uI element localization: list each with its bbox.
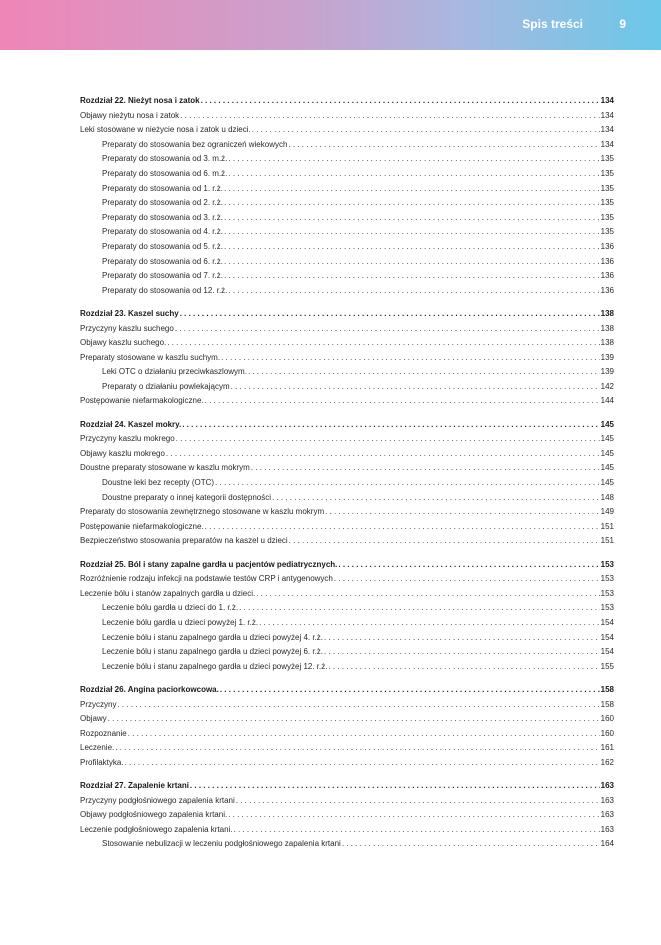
toc-entry[interactable] (80, 447, 614, 462)
dot-leader (234, 823, 600, 838)
dot-leader (289, 534, 600, 549)
dot-leader (324, 631, 600, 646)
entry-page-number: 153 (600, 559, 614, 569)
entry-title: Postępowanie niefarmakologiczne. (80, 521, 204, 531)
entry-page-number: 145 (600, 434, 614, 444)
dot-leader (182, 418, 599, 433)
toc-entry[interactable] (80, 505, 614, 520)
entry-page-number: 134 (600, 96, 614, 105)
toc-entry[interactable] (80, 351, 614, 366)
toc-subentry[interactable] (80, 616, 614, 631)
toc-entry[interactable] (80, 698, 614, 713)
entry-title: Preparaty do stosowania od 4. r.ż. (102, 227, 223, 237)
entry-title: Leczenie bólu i stanu zapalnego gardła u dzieci powyżej 12. r.ż. (102, 661, 328, 671)
entry-page-number: 162 (600, 757, 614, 767)
entry-page-number: 148 (600, 492, 614, 502)
toc-entry[interactable] (80, 461, 614, 476)
dot-leader (128, 727, 600, 742)
entry-page-number: 155 (600, 661, 614, 671)
entry-title: Stosowanie nebulizacji w leczeniu podgłośniowego zapalenia krtani (102, 839, 341, 849)
entry-page-number: 149 (600, 507, 614, 517)
toc-subentry[interactable] (80, 491, 614, 506)
toc-subentry[interactable] (80, 601, 614, 616)
entry-page-number: 135 (600, 227, 614, 237)
entry-page-number: 134 (600, 139, 614, 149)
dot-leader (288, 138, 599, 153)
toc-entry[interactable] (80, 336, 614, 351)
entry-page-number: 163 (600, 795, 614, 805)
entry-page-number: 154 (600, 647, 614, 657)
toc-subentry[interactable] (80, 476, 614, 491)
dot-leader (236, 794, 600, 809)
table-of-contents (80, 94, 614, 852)
dot-leader (224, 182, 600, 197)
chapter-heading[interactable] (80, 683, 614, 698)
entry-page-number: 135 (600, 154, 614, 164)
entry-page-number: 154 (600, 617, 614, 627)
dot-leader (342, 837, 600, 852)
dot-leader (228, 167, 599, 182)
entry-page-number: 161 (600, 743, 614, 753)
page-header (0, 0, 661, 50)
dot-leader (125, 756, 600, 771)
toc-subentry[interactable] (80, 240, 614, 255)
entry-page-number: 135 (600, 212, 614, 222)
toc-subentry[interactable] (80, 182, 614, 197)
entry-page-number: 135 (600, 168, 614, 178)
entry-page-number: 163 (600, 824, 614, 834)
entry-title: Leczenie bólu gardła u dzieci powyżej 1. r.ż. (102, 617, 259, 627)
toc-entry[interactable] (80, 109, 614, 124)
toc-subentry[interactable] (80, 380, 614, 395)
entry-page-number: 139 (600, 367, 614, 377)
entry-title: Profilaktyka. (80, 757, 124, 767)
entry-title: Rozdział 26. Angina paciorkowcowa. (80, 684, 219, 694)
entry-page-number: 144 (600, 396, 614, 406)
entry-title: Doustne leki bez recepty (OTC) (102, 478, 215, 488)
dot-leader (239, 601, 600, 616)
dot-leader (228, 808, 599, 823)
entry-page-number: 136 (600, 285, 614, 295)
entry-title: Objawy kaszlu mokrego (80, 448, 165, 458)
toc-entry[interactable] (80, 794, 614, 809)
chapter-heading[interactable] (80, 418, 614, 433)
entry-title: Objawy (80, 714, 107, 724)
dot-leader (248, 365, 600, 380)
dot-leader (190, 779, 600, 794)
entry-title: Preparaty do stosowania od 3. r.ż. (102, 212, 223, 222)
entry-title: Preparaty do stosowania od 7. r.ż. (102, 271, 223, 281)
chapter-heading[interactable] (80, 558, 614, 573)
toc-entry[interactable] (80, 823, 614, 838)
toc-subentry[interactable] (80, 196, 614, 211)
dot-leader (325, 505, 600, 520)
dot-leader (175, 322, 600, 337)
entry-title: Rozróżnienie rodzaju infekcji na podstawie testów CRP i antygenowych (80, 574, 333, 584)
entry-title: Leczenie bólu i stanu zapalnego gardła u dzieci powyżej 4. r.ż. (102, 632, 324, 642)
entry-page-number: 151 (600, 536, 614, 546)
header-page-number: 9 (619, 17, 626, 31)
entry-page-number: 163 (600, 781, 614, 791)
dot-leader (224, 225, 600, 240)
entry-title: Leczenie bólu i stanów zapalnych gardła u dzieci. (80, 588, 256, 598)
entry-page-number: 160 (600, 728, 614, 738)
dot-leader (176, 432, 600, 447)
toc-subentry[interactable] (80, 152, 614, 167)
dot-leader (224, 255, 600, 270)
entry-page-number: 164 (600, 839, 614, 849)
entry-page-number: 135 (600, 183, 614, 193)
entry-title: Leczenie podgłośniowego zapalenia krtani. (80, 824, 233, 834)
toc-subentry[interactable] (80, 837, 614, 852)
entry-page-number: 134 (600, 110, 614, 120)
dot-leader (256, 587, 599, 602)
entry-title: Objawy kaszlu suchego. (80, 338, 167, 348)
dot-leader (251, 461, 600, 476)
entry-title: Preparaty do stosowania od 3. m.ż. (102, 154, 228, 164)
toc-entry[interactable] (80, 756, 614, 771)
entry-page-number: 153 (600, 574, 614, 584)
entry-title: Leki stosowane w nieżycie nosa i zatok u dzieci. (80, 125, 251, 135)
toc-entry[interactable] (80, 394, 614, 409)
dot-leader (334, 572, 600, 587)
toc-entry[interactable] (80, 808, 614, 823)
entry-title: Doustne preparaty stosowane w kaszlu mokrym (80, 463, 250, 473)
toc-subentry[interactable] (80, 138, 614, 153)
toc-entry[interactable] (80, 572, 614, 587)
toc-entry[interactable] (80, 727, 614, 742)
entry-title: Doustne preparaty o innej kategorii dostępności (102, 492, 271, 502)
section-gap (80, 771, 614, 780)
entry-title: Rozdział 24. Kaszel mokry. (80, 419, 182, 429)
entry-page-number: 134 (600, 125, 614, 135)
entry-title: Leczenie bólu i stanu zapalnego gardła u dzieci powyżej 6. r.ż. (102, 647, 324, 657)
dot-leader (228, 284, 599, 299)
entry-title: Rozdział 23. Kaszel suchy (80, 308, 179, 318)
entry-title: Preparaty do stosowania od 1. r.ż. (102, 183, 223, 193)
entry-page-number: 153 (600, 588, 614, 598)
chapter-heading[interactable] (80, 779, 614, 794)
dot-leader (224, 240, 600, 255)
entry-title: Preparaty do stosowania od 5. r.ż. (102, 241, 223, 251)
entry-title: Preparaty do stosowania od 6. r.ż. (102, 256, 223, 266)
entry-page-number: 136 (600, 241, 614, 251)
toc-entry[interactable] (80, 741, 614, 756)
entry-title: Preparaty do stosowania od 2. r.ż. (102, 198, 223, 208)
dot-leader (224, 196, 600, 211)
entry-page-number: 145 (600, 463, 614, 473)
entry-page-number: 145 (600, 448, 614, 458)
entry-title: Rozdział 27. Zapalenie krtani (80, 781, 189, 791)
entry-title: Rozdział 25. Ból i stany zapalne gardła u pacjentów pediatrycznych. (80, 559, 338, 569)
dot-leader (180, 307, 600, 322)
toc-subentry[interactable] (80, 167, 614, 182)
entry-page-number: 142 (600, 381, 614, 391)
toc-subentry[interactable] (80, 255, 614, 270)
dot-leader (272, 491, 600, 506)
dot-leader (108, 712, 600, 727)
entry-page-number: 138 (600, 323, 614, 333)
entry-title: Leczenie bólu gardła u dzieci do 1. r.ż. (102, 603, 239, 613)
entry-page-number: 153 (600, 603, 614, 613)
entry-page-number: 145 (600, 478, 614, 488)
toc-subentry[interactable] (80, 284, 614, 299)
toc-subentry[interactable] (80, 365, 614, 380)
entry-title: Preparaty do stosowania bez ograniczeń wiekowych (102, 139, 288, 149)
section-gap (80, 674, 614, 683)
entry-page-number: 154 (600, 632, 614, 642)
entry-page-number: 136 (600, 256, 614, 266)
dot-leader (259, 616, 600, 631)
toc-entry[interactable] (80, 432, 614, 447)
toc-entry[interactable] (80, 534, 614, 549)
dot-leader (201, 94, 600, 109)
section-gap (80, 409, 614, 418)
entry-title: Leki OTC o działaniu przeciwkaszlowym. (102, 367, 247, 377)
entry-page-number: 138 (600, 338, 614, 348)
dot-leader (167, 336, 599, 351)
dot-leader (117, 698, 599, 713)
entry-page-number: 158 (600, 699, 614, 709)
entry-page-number: 136 (600, 271, 614, 281)
entry-title: Przyczyny kaszlu mokrego (80, 434, 175, 444)
entry-title: Leczenie. (80, 743, 115, 753)
chapter-heading[interactable] (80, 307, 614, 322)
entry-page-number: 139 (600, 352, 614, 362)
dot-leader (228, 152, 599, 167)
dot-leader (166, 447, 600, 462)
entry-title: Przyczyny (80, 699, 117, 709)
toc-entry[interactable] (80, 712, 614, 727)
entry-title: Rozdział 22. Nieżyt nosa i zatok (80, 96, 200, 105)
toc-entry[interactable] (80, 587, 614, 602)
toc-subentry[interactable] (80, 645, 614, 660)
dot-leader (328, 660, 599, 675)
entry-page-number: 145 (600, 419, 614, 429)
dot-leader (338, 558, 599, 573)
dot-leader (324, 645, 600, 660)
entry-page-number: 160 (600, 714, 614, 724)
section-gap (80, 298, 614, 307)
toc-entry[interactable] (80, 520, 614, 535)
toc-subentry[interactable] (80, 211, 614, 226)
entry-title: Objawy podgłośniowego zapalenia krtani. (80, 810, 228, 820)
dot-leader (252, 123, 600, 138)
section-gap (80, 549, 614, 558)
entry-title: Objawy nieżytu nosa i zatok (80, 110, 180, 120)
toc-entry[interactable] (80, 123, 614, 138)
entry-page-number: 135 (600, 198, 614, 208)
dot-leader (220, 683, 600, 698)
dot-leader (205, 520, 600, 535)
toc-subentry[interactable] (80, 269, 614, 284)
entry-page-number: 151 (600, 521, 614, 531)
entry-title: Preparaty do stosowania zewnętrznego stosowane w kaszlu mokrym (80, 507, 325, 517)
entry-page-number: 158 (600, 684, 614, 694)
dot-leader (224, 269, 600, 284)
entry-page-number: 138 (600, 308, 614, 318)
dot-leader (180, 109, 599, 124)
entry-title: Preparaty stosowane w kaszlu suchym. (80, 352, 221, 362)
chapter-heading[interactable] (80, 94, 614, 109)
entry-title: Postępowanie niefarmakologiczne. (80, 396, 204, 406)
entry-title: Preparaty do stosowania od 12. r.ż. (102, 285, 228, 295)
dot-leader (115, 741, 599, 756)
dot-leader (221, 351, 600, 366)
entry-title: Przyczyny podgłośniowego zapalenia krtani (80, 795, 235, 805)
entry-title: Preparaty do stosowania od 6. m.ż. (102, 168, 228, 178)
entry-title: Rozpoznanie (80, 728, 127, 738)
entry-page-number: 163 (600, 810, 614, 820)
dot-leader (205, 394, 600, 409)
dot-leader (215, 476, 600, 491)
entry-title: Bezpieczeństwo stosowania preparatów na kaszel u dzieci (80, 536, 288, 546)
entry-title: Przyczyny kaszlu suchego (80, 323, 174, 333)
toc-subentry[interactable] (80, 660, 614, 675)
entry-title: Preparaty o działaniu powlekającym (102, 381, 230, 391)
toc-entry[interactable] (80, 322, 614, 337)
toc-subentry[interactable] (80, 631, 614, 646)
header-title: Spis treści (522, 17, 583, 31)
dot-leader (231, 380, 600, 395)
toc-subentry[interactable] (80, 225, 614, 240)
dot-leader (224, 211, 600, 226)
